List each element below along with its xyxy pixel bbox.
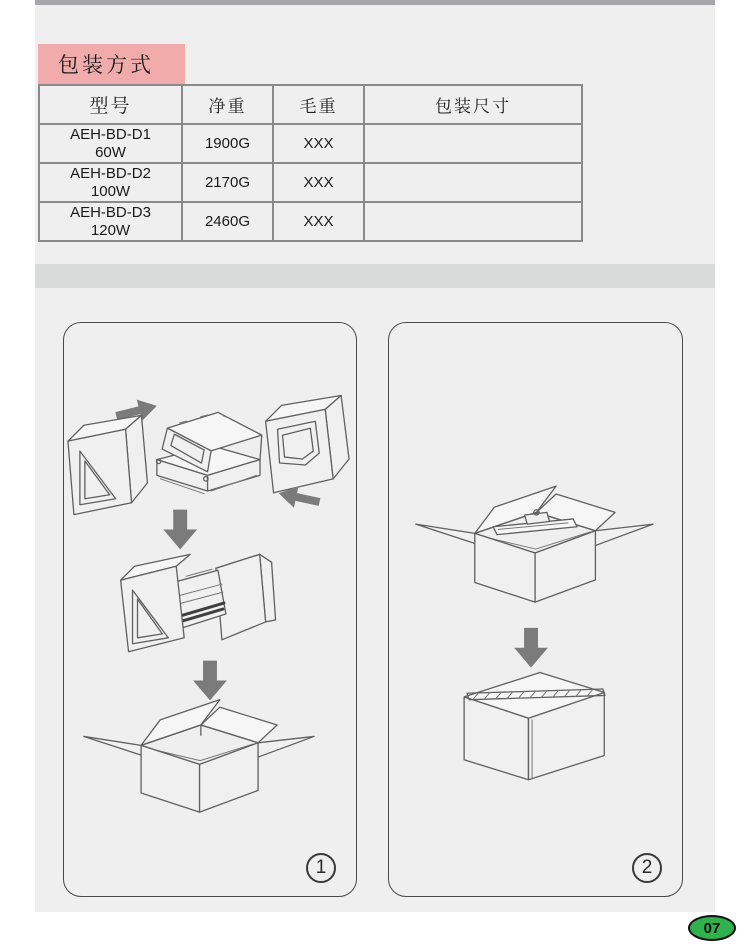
packing-step-1-panel [63, 322, 357, 897]
table-row [39, 124, 582, 163]
packed-fixture-with-foam [121, 554, 276, 651]
col-header-model: 型号 [39, 85, 182, 124]
cell-package-size [364, 124, 582, 163]
arrow-down-icon [193, 661, 227, 701]
model-name: AEH-BD-D3 [70, 203, 151, 221]
model-wattage: 60W [95, 143, 126, 161]
foam-end-cap-right [266, 395, 349, 492]
step-2-badge [632, 853, 662, 883]
closed-carton-box [464, 673, 605, 780]
cell-net-weight: 1900G [182, 124, 273, 163]
model-wattage: 100W [90, 182, 131, 200]
packing-spec-table [38, 84, 583, 242]
cell-net-weight: 2170G [182, 163, 273, 202]
wall-pack-light-fixture [156, 412, 261, 493]
section-title-box [38, 44, 185, 84]
cell-gross-weight: XXX [273, 124, 364, 163]
table-row [39, 163, 582, 202]
cell-package-size [364, 163, 582, 202]
section-divider-band [35, 264, 715, 288]
page-number-badge [688, 915, 736, 941]
model-wattage: 120W [90, 221, 131, 239]
model-name: AEH-BD-D2 [70, 164, 151, 182]
section-title: 包装方式 [58, 53, 154, 77]
cell-gross-weight: XXX [273, 202, 364, 241]
packing-step-1-illustration [64, 323, 356, 896]
col-header-net-weight: 净重 [182, 85, 273, 124]
page-number: 07 [703, 919, 721, 937]
arrow-down-icon [514, 628, 548, 668]
packing-step-2-illustration [389, 323, 682, 896]
table-header-row [39, 85, 582, 124]
col-header-package-size: 包装尺寸 [364, 85, 582, 124]
col-header-gross-weight: 毛重 [273, 85, 364, 124]
foam-end-cap-left [68, 415, 147, 514]
cell-model [39, 163, 182, 202]
cell-package-size [364, 202, 582, 241]
open-carton-box-with-product [416, 486, 653, 602]
packing-step-2-panel [388, 322, 683, 897]
open-carton-box [84, 700, 314, 813]
cell-model [39, 202, 182, 241]
step-number: 1 [315, 857, 327, 878]
model-name: AEH-BD-D1 [70, 125, 151, 143]
step-number: 2 [641, 857, 653, 878]
cell-gross-weight: XXX [273, 163, 364, 202]
step-1-badge [306, 853, 336, 883]
cell-net-weight: 2460G [182, 202, 273, 241]
table-row [39, 202, 582, 241]
arrow-down-icon [163, 510, 197, 550]
cell-model [39, 124, 182, 163]
